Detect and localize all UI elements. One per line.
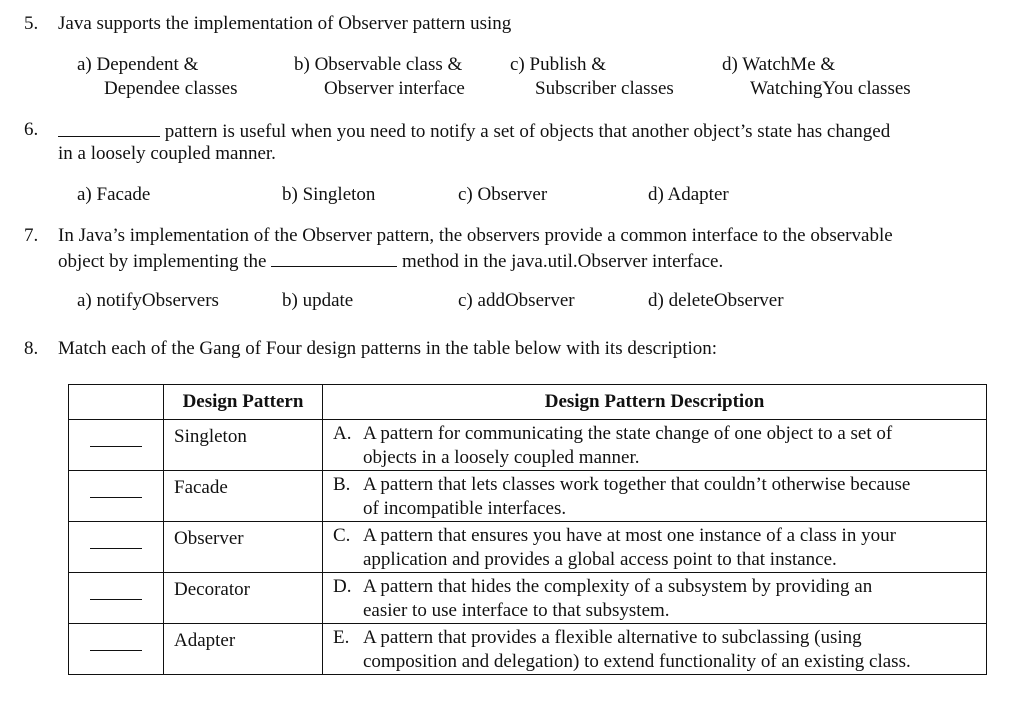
- answer-cell[interactable]: [69, 624, 164, 675]
- question-8-text: Match each of the Gang of Four design patterns in the table below with its description:: [58, 338, 718, 359]
- description-line2: easier to use interface to that subsystem.: [363, 600, 670, 621]
- answer-blank[interactable]: [90, 599, 142, 600]
- description-letter: C.: [333, 525, 351, 546]
- description-line2: application and provides a global access point to that instance.: [363, 549, 837, 570]
- q5-option-a[interactable]: [77, 53, 198, 77]
- pattern-name: Adapter: [164, 624, 323, 675]
- description-letter: B.: [333, 474, 351, 495]
- q6-option-a[interactable]: [77, 183, 150, 207]
- q5-option-a-line1: Dependent &: [96, 54, 199, 75]
- table-header-row: [69, 385, 987, 420]
- question-6-text-line1: pattern is useful when you need to notify a set of objects that another object’s state has changed: [164, 121, 891, 142]
- q5-option-b-line2: Observer interface: [324, 78, 465, 99]
- description-letter: E.: [333, 627, 350, 648]
- q7-option-b-label: b): [282, 290, 298, 311]
- q7-option-d[interactable]: [648, 289, 784, 313]
- description-line2: composition and delegation) to extend functionality of an existing class.: [363, 651, 911, 672]
- q5-option-c-label: c): [510, 54, 525, 75]
- q6-option-c-text: Observer: [477, 184, 548, 205]
- q5-option-a-label: a): [77, 54, 92, 75]
- pattern-name: Decorator: [164, 573, 323, 624]
- table-row: [69, 573, 987, 624]
- pattern-description: [323, 420, 987, 471]
- q5-option-d[interactable]: [722, 53, 835, 77]
- q7-option-c-label: c): [458, 290, 473, 311]
- answer-blank[interactable]: [90, 548, 142, 549]
- question-7-text-line1: In Java’s implementation of the Observer pattern, the observers provide a common interface to the observable: [58, 225, 893, 246]
- question-6-text-line2: in a loosely coupled manner.: [58, 143, 276, 164]
- answer-blank[interactable]: [90, 446, 142, 447]
- q5-option-b-label: b): [294, 54, 310, 75]
- q6-option-d[interactable]: [648, 183, 729, 207]
- q5-option-d-line2: WatchingYou classes: [750, 78, 911, 99]
- table-row: [69, 420, 987, 471]
- answer-header-cell: [69, 385, 164, 420]
- description-line1: A pattern that hides the complexity of a subsystem by providing an: [363, 576, 873, 597]
- description-line1: A pattern that lets classes work together that couldn’t otherwise because: [363, 474, 911, 495]
- description-header: Design Pattern Description: [323, 385, 987, 420]
- q6-option-b-label: b): [282, 184, 298, 205]
- q5-option-a-line2: Dependee classes: [104, 78, 238, 99]
- q5-option-d-label: d): [722, 54, 738, 75]
- pattern-description: [323, 573, 987, 624]
- pattern-description: [323, 471, 987, 522]
- q7-option-a[interactable]: [77, 289, 219, 313]
- q5-option-c[interactable]: [510, 53, 606, 77]
- q7-option-d-label: d): [648, 290, 664, 311]
- q6-option-c[interactable]: [458, 183, 547, 207]
- question-7-text-after-blank: method in the java.util.Observer interface.: [401, 251, 724, 272]
- answer-cell[interactable]: [69, 573, 164, 624]
- q7-option-b[interactable]: [282, 289, 353, 313]
- q7-answer-blank[interactable]: [271, 248, 397, 267]
- table-row: [69, 471, 987, 522]
- answer-cell[interactable]: [69, 522, 164, 573]
- question-6-number: 6.: [24, 119, 39, 140]
- pattern-name: Facade: [164, 471, 323, 522]
- q5-option-c-line2: Subscriber classes: [535, 78, 674, 99]
- q7-option-d-text: deleteObserver: [668, 290, 784, 311]
- pattern-header: Design Pattern: [164, 385, 323, 420]
- pattern-name: Observer: [164, 522, 323, 573]
- pattern-name: Singleton: [164, 420, 323, 471]
- answer-cell[interactable]: [69, 420, 164, 471]
- q6-option-a-text: Facade: [96, 184, 151, 205]
- q7-option-a-text: notifyObservers: [96, 290, 219, 311]
- q6-option-d-label: d): [648, 184, 664, 205]
- description-line1: A pattern for communicating the state change of one object to a set of: [363, 423, 893, 444]
- q7-option-c[interactable]: [458, 289, 575, 313]
- description-line1: A pattern that provides a flexible alternative to subclassing (using: [363, 627, 862, 648]
- question-7-text-before-blank: object by implementing the: [58, 251, 267, 272]
- q5-option-c-line1: Publish &: [529, 54, 607, 75]
- q7-option-b-text: update: [302, 290, 354, 311]
- description-letter: D.: [333, 576, 352, 597]
- question-7-line2: [58, 248, 723, 274]
- pattern-description: [323, 522, 987, 573]
- q5-option-d-line1: WatchMe &: [742, 54, 836, 75]
- q6-option-a-label: a): [77, 184, 92, 205]
- q6-option-b-text: Singleton: [302, 184, 376, 205]
- question-5-text: Java supports the implementation of Observer pattern using: [58, 13, 512, 34]
- question-8-number: 8.: [24, 338, 39, 359]
- q6-option-d-text: Adapter: [667, 184, 729, 205]
- description-letter: A.: [333, 423, 352, 444]
- matching-table: [68, 384, 987, 675]
- question-6-line1: [58, 118, 890, 144]
- question-7-number: 7.: [24, 225, 39, 246]
- table-row: [69, 624, 987, 675]
- answer-cell[interactable]: [69, 471, 164, 522]
- pattern-description: [323, 624, 987, 675]
- q6-option-b[interactable]: [282, 183, 375, 207]
- answer-blank[interactable]: [90, 650, 142, 651]
- question-5-number: 5.: [24, 13, 39, 34]
- q7-option-c-text: addObserver: [477, 290, 575, 311]
- q7-option-a-label: a): [77, 290, 92, 311]
- description-line2: objects in a loosely coupled manner.: [363, 447, 640, 468]
- q6-answer-blank[interactable]: [58, 118, 160, 137]
- q6-option-c-label: c): [458, 184, 473, 205]
- description-line1: A pattern that ensures you have at most one instance of a class in your: [363, 525, 896, 546]
- table-row: [69, 522, 987, 573]
- q5-option-b[interactable]: [294, 53, 462, 77]
- description-line2: of incompatible interfaces.: [363, 498, 567, 519]
- q5-option-b-line1: Observable class &: [314, 54, 463, 75]
- answer-blank[interactable]: [90, 497, 142, 498]
